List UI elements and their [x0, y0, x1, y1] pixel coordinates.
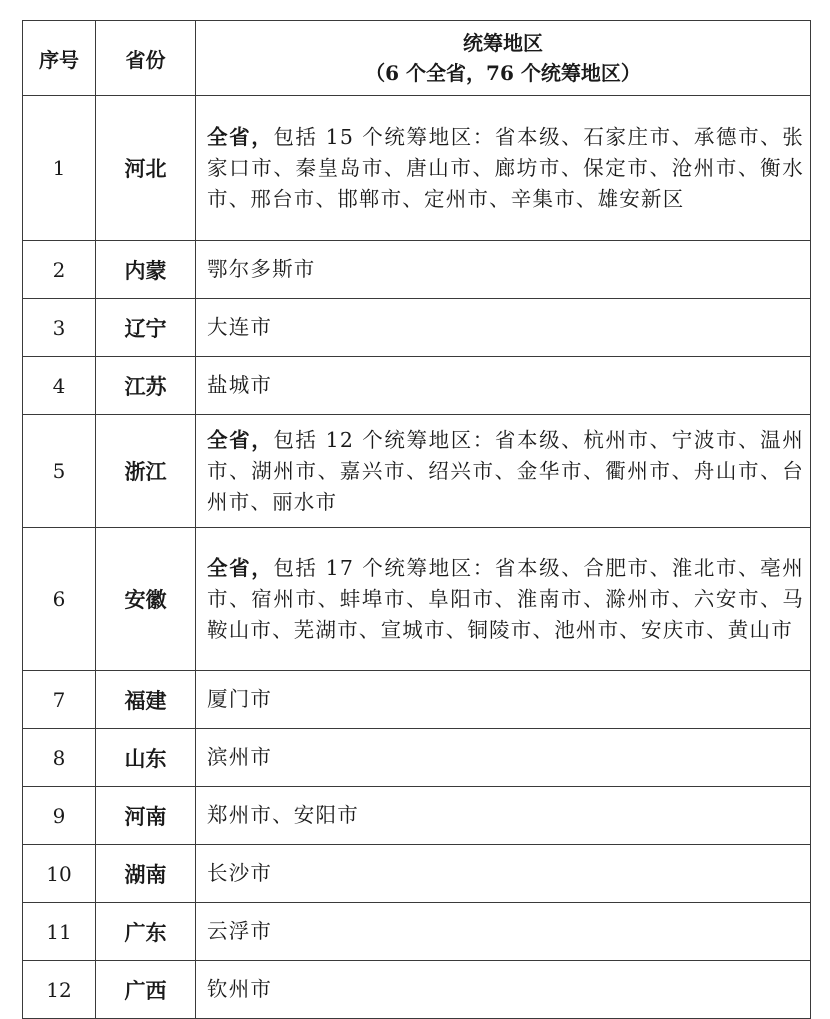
row-regions	[196, 415, 811, 528]
table-header-row	[23, 21, 811, 96]
row-province: 广东	[96, 903, 196, 961]
header-region-subtitle: （6 个全省，76 个统筹地区）	[365, 61, 641, 85]
table-row	[23, 299, 811, 357]
table-row	[23, 903, 811, 961]
row-province: 广西	[96, 961, 196, 1019]
row-province: 江苏	[96, 357, 196, 415]
row-region-list: 鄂尔多斯市	[207, 257, 316, 281]
row-regions	[196, 299, 811, 357]
header-region	[196, 21, 811, 96]
row-region-list: 包括 15 个统筹地区：省本级、石家庄市、承德市、张家口市、秦皇岛市、唐山市、廊坊市、保定市、沧州市、衡水市、邢台市、邯郸市、定州市、辛集市、雄安新区	[207, 124, 804, 211]
row-number: 7	[23, 671, 96, 729]
table-row	[23, 729, 811, 787]
row-region-list: 钦州市	[207, 977, 273, 1001]
row-province: 福建	[96, 671, 196, 729]
row-region-list: 包括 17 个统筹地区：省本级、合肥市、淮北市、亳州市、宿州市、蚌埠市、阜阳市、淮南市、滁州市、六安市、马鞍山市、芜湖市、宣城市、铜陵市、池州市、安庆市、黄山市	[207, 555, 804, 642]
row-number: 5	[23, 415, 96, 528]
row-province: 河南	[96, 787, 196, 845]
row-province: 河北	[96, 96, 196, 241]
table-row	[23, 845, 811, 903]
row-scope: 全省，	[207, 427, 274, 452]
row-province: 辽宁	[96, 299, 196, 357]
row-number: 12	[23, 961, 96, 1019]
row-regions	[196, 961, 811, 1019]
row-regions	[196, 671, 811, 729]
row-province: 湖南	[96, 845, 196, 903]
row-number: 8	[23, 729, 96, 787]
row-regions	[196, 845, 811, 903]
row-region-list: 厦门市	[207, 687, 273, 711]
row-province: 内蒙	[96, 241, 196, 299]
row-number: 6	[23, 528, 96, 671]
row-province: 安徽	[96, 528, 196, 671]
table-row	[23, 415, 811, 528]
regions-table	[22, 20, 811, 1019]
table-row	[23, 96, 811, 241]
row-regions	[196, 357, 811, 415]
row-scope: 全省，	[207, 124, 274, 149]
row-regions	[196, 729, 811, 787]
row-region-list: 郑州市、安阳市	[207, 803, 359, 827]
row-regions	[196, 903, 811, 961]
row-region-list: 盐城市	[207, 373, 273, 397]
row-region-list: 长沙市	[207, 861, 273, 885]
row-region-list: 大连市	[207, 315, 273, 339]
table-row	[23, 241, 811, 299]
table-row	[23, 787, 811, 845]
row-region-list: 云浮市	[207, 919, 273, 943]
header-seq: 序号	[23, 21, 96, 96]
row-number: 1	[23, 96, 96, 241]
row-regions	[196, 96, 811, 241]
row-regions	[196, 787, 811, 845]
row-number: 2	[23, 241, 96, 299]
table-row	[23, 528, 811, 671]
row-scope: 全省，	[207, 555, 274, 580]
row-regions	[196, 528, 811, 671]
table-row	[23, 671, 811, 729]
row-region-list: 滨州市	[207, 745, 273, 769]
table-row	[23, 961, 811, 1019]
row-region-list: 包括 12 个统筹地区：省本级、杭州市、宁波市、温州市、湖州市、嘉兴市、绍兴市、金华市、衢州市、舟山市、台州市、丽水市	[207, 427, 804, 514]
row-number: 4	[23, 357, 96, 415]
row-province: 浙江	[96, 415, 196, 528]
row-number: 3	[23, 299, 96, 357]
row-number: 11	[23, 903, 96, 961]
row-regions	[196, 241, 811, 299]
header-region-title: 统筹地区	[463, 31, 543, 55]
row-province: 山东	[96, 729, 196, 787]
row-number: 10	[23, 845, 96, 903]
row-number: 9	[23, 787, 96, 845]
header-province: 省份	[96, 21, 196, 96]
table-row	[23, 357, 811, 415]
